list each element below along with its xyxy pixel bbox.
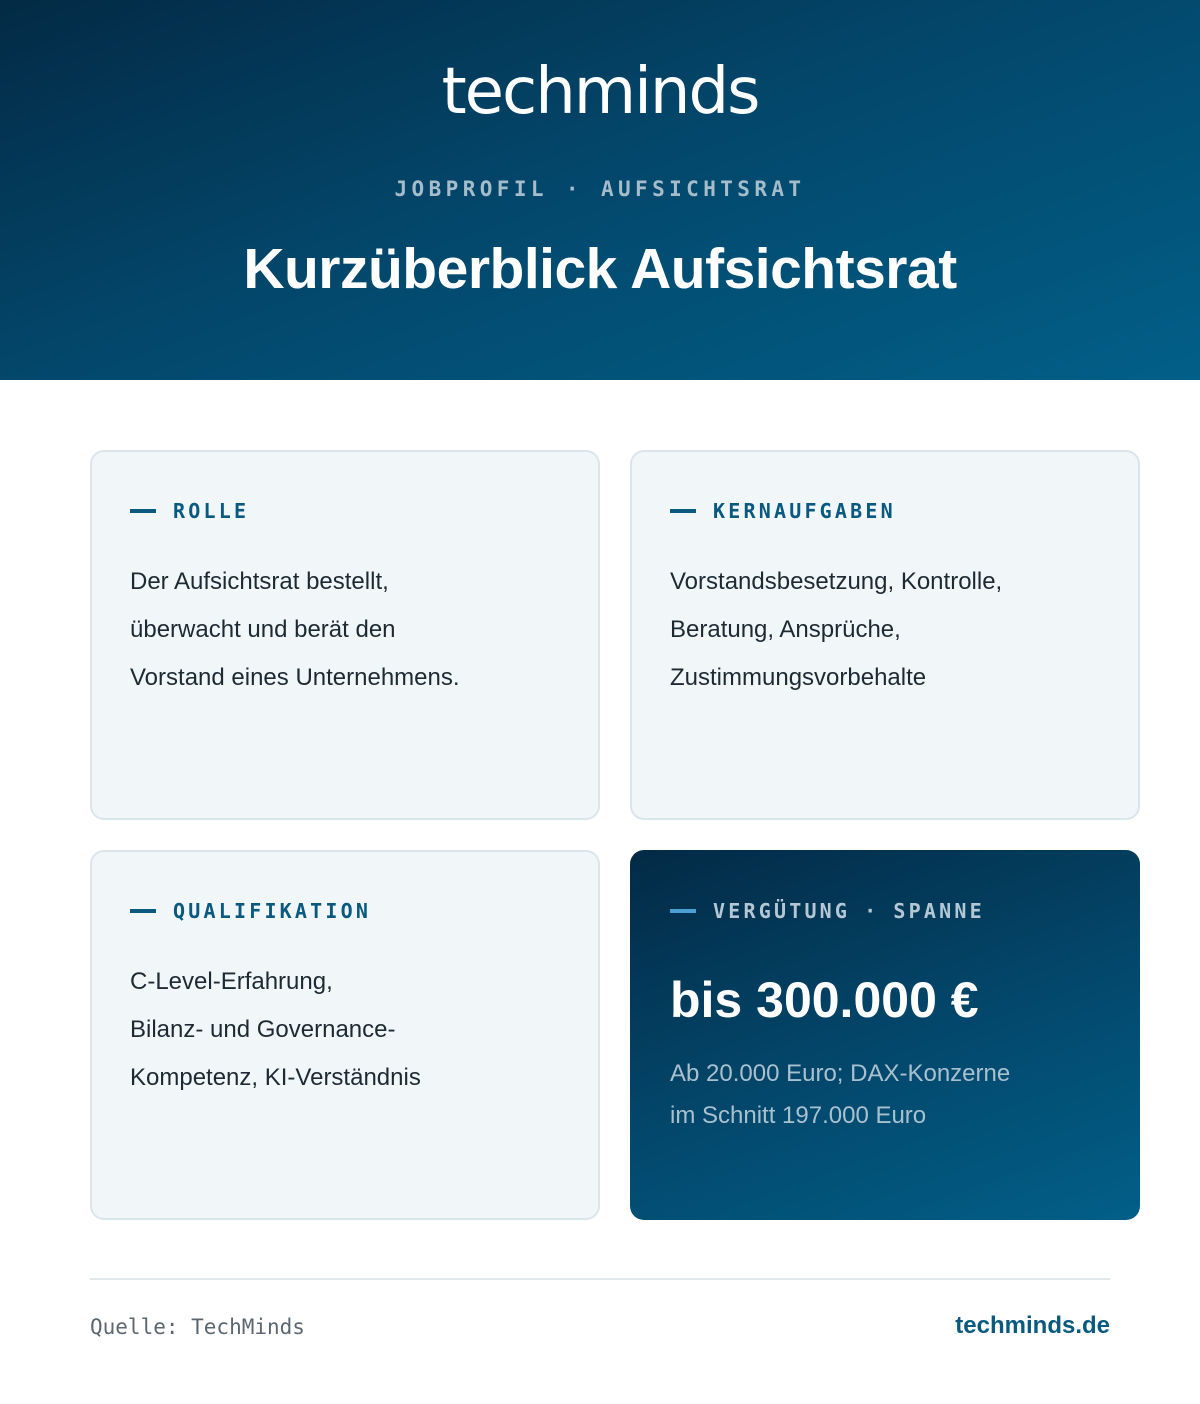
card-title: ROLLE (173, 499, 250, 523)
card-verguetung (630, 850, 1140, 1220)
hero-banner (0, 0, 1200, 380)
salary-line: Ab 20.000 Euro; DAX-Konzerne (670, 1060, 1011, 1087)
eyebrow-separator: · (565, 177, 583, 201)
footer-divider (90, 1278, 1110, 1280)
card-label (130, 497, 249, 525)
card-text (130, 558, 570, 702)
card-title-suffix: SPANNE (893, 899, 985, 923)
card-title: KERNAUFGABEN (713, 499, 896, 523)
card-text (130, 958, 570, 1102)
card-rolle (90, 450, 600, 820)
card-line: C-Level-Erfahrung, (130, 968, 333, 995)
label-dash (670, 509, 696, 513)
salary-line: im Schnitt 197.000 Euro (670, 1102, 927, 1129)
salary-value: bis 300.000 € (670, 972, 979, 1028)
card-label (670, 897, 985, 925)
eyebrow (0, 176, 1200, 202)
salary-details (670, 1053, 1090, 1137)
card-title (713, 899, 985, 923)
card-title: QUALIFIKATION (173, 899, 372, 923)
card-line: Der Aufsichtsrat bestellt, (130, 568, 389, 595)
label-dash (670, 909, 696, 913)
card-line: Kompetenz, KI-Verständnis (130, 1064, 421, 1091)
card-qualifikation (90, 850, 600, 1220)
card-line: Bilanz- und Governance- (130, 1016, 396, 1043)
card-kernaufgaben (630, 450, 1140, 820)
card-label (670, 497, 896, 525)
card-line: Beratung, Ansprüche, (670, 616, 901, 643)
label-dash (130, 909, 156, 913)
card-line: Vorstandsbesetzung, Kontrolle, (670, 568, 1003, 595)
eyebrow-topic: AUFSICHTSRAT (600, 177, 806, 201)
source-note: Quelle: TechMinds (90, 1315, 305, 1339)
eyebrow-category: JOBPROFIL (394, 177, 548, 201)
website-link[interactable]: techminds.de (955, 1312, 1110, 1339)
card-title-main: VERGÜTUNG (713, 899, 851, 923)
label-separator: · (864, 899, 880, 923)
card-line: Zustimmungsvorbehalte (670, 664, 927, 691)
card-line: überwacht und berät den (130, 616, 396, 643)
card-text (670, 558, 1110, 702)
label-dash (130, 509, 156, 513)
page-title: Kurzüberblick Aufsichtsrat (243, 237, 957, 301)
techminds-logo: techminds (441, 55, 759, 129)
card-line: Vorstand eines Unternehmens. (130, 664, 460, 691)
card-label (130, 897, 371, 925)
